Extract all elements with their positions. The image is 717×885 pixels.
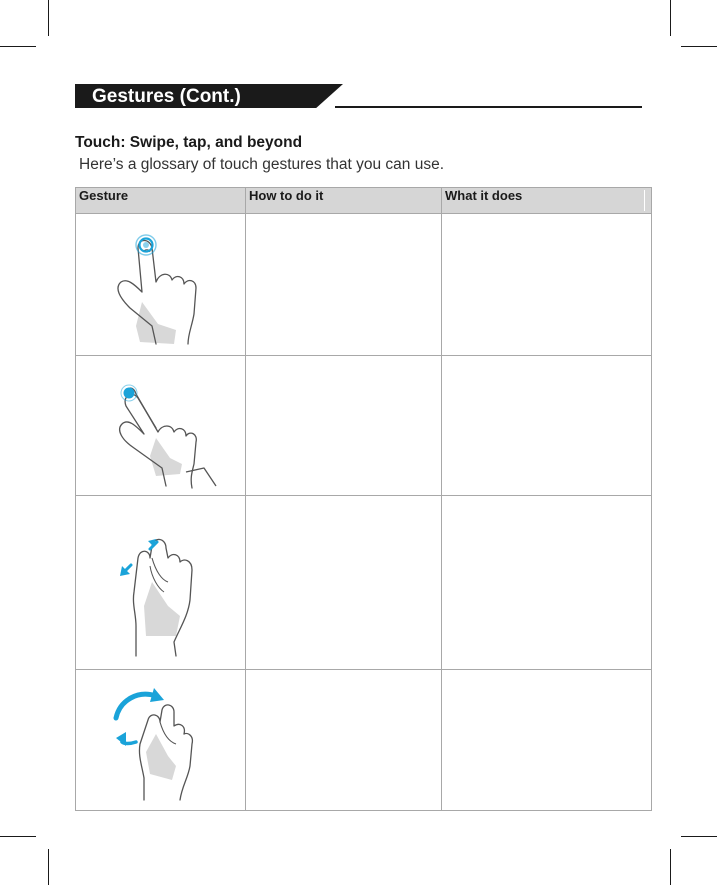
what-it-does-cell (442, 214, 652, 356)
gesture-cell (76, 670, 246, 811)
gesture-cell (76, 356, 246, 496)
gesture-cell (76, 496, 246, 670)
tap-gesture-icon (76, 356, 246, 496)
subsection-heading: Touch: Swipe, tap, and beyond (75, 134, 303, 151)
gesture-glossary-table (75, 187, 652, 811)
table-row (76, 356, 652, 496)
intro-text: Here’s a glossary of touch gestures that you can use. (79, 156, 445, 173)
what-it-does-cell (442, 670, 652, 811)
rotate-gesture-icon (76, 670, 246, 811)
gesture-cell (76, 214, 246, 356)
table-row (76, 496, 652, 670)
how-to-cell (246, 214, 442, 356)
column-header-what: What it does (442, 188, 652, 214)
crop-mark (670, 0, 671, 36)
tap-hold-gesture-icon (76, 214, 246, 356)
how-to-cell (246, 670, 442, 811)
what-it-does-cell (442, 496, 652, 670)
section-rule (335, 106, 642, 108)
crop-mark (681, 46, 717, 47)
table-row (76, 214, 652, 356)
crop-mark (670, 849, 671, 885)
crop-mark (681, 836, 717, 837)
table-header-row (76, 188, 652, 214)
pinch-stretch-gesture-icon (76, 496, 246, 670)
crop-mark (48, 849, 49, 885)
what-it-does-cell (442, 356, 652, 496)
crop-mark (0, 46, 36, 47)
crop-mark (0, 836, 36, 837)
column-header-how: How to do it (246, 188, 442, 214)
section-title: Gestures (Cont.) (92, 86, 241, 107)
table-row (76, 670, 652, 811)
crop-mark (48, 0, 49, 36)
column-header-gesture: Gesture (76, 188, 246, 214)
how-to-cell (246, 356, 442, 496)
how-to-cell (246, 496, 442, 670)
